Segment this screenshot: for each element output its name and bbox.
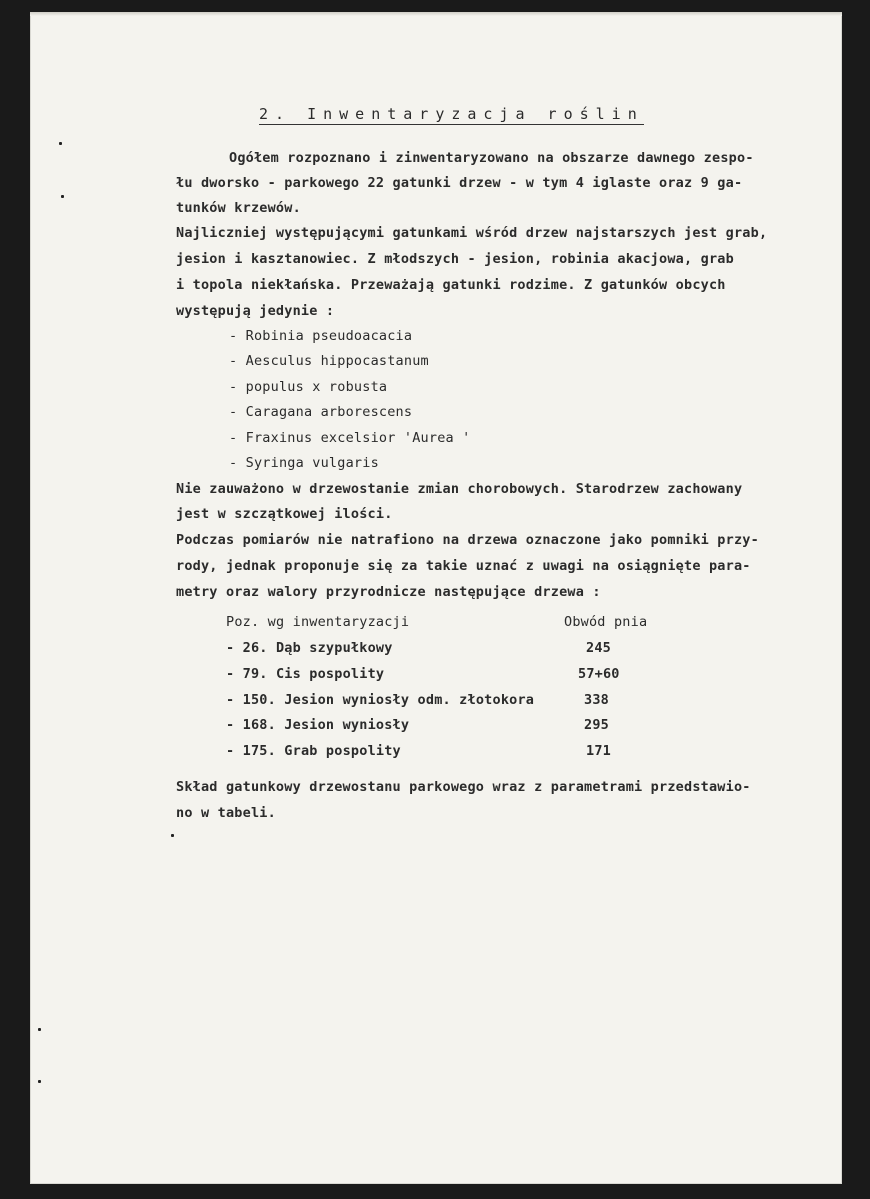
scan-speck — [171, 834, 174, 837]
table-row-girth: 338 — [584, 692, 609, 708]
paragraph1-line: łu dworsko - parkowego 22 gatunki drzew - w tym 4 iglaste oraz 9 ga- — [176, 175, 743, 191]
table-row-girth: 57+60 — [578, 666, 620, 682]
species-item: - Syringa vulgaris — [229, 455, 379, 471]
paragraph4-line: Podczas pomiarów nie natrafiono na drzewa oznaczone jako pomniki przy- — [176, 532, 759, 548]
paragraph4-line: rody, jednak proponuje się za takie uznać z uwagi na osiągnięte para- — [176, 558, 751, 574]
species-item: - Caragana arborescens — [229, 404, 413, 420]
table-row-position: - 168. Jesion wyniosły — [226, 717, 410, 733]
table-row-position: - 175. Grab pospolity — [226, 743, 401, 759]
species-item: - Robinia pseudoacacia — [229, 328, 413, 344]
paragraph1-line: tunków krzewów. — [176, 200, 301, 216]
scan-speck — [61, 195, 64, 198]
table-header-girth: Obwód pnia — [564, 614, 648, 630]
paragraph2-line: i topola niekłańska. Przeważają gatunki rodzime. Z gatunków obcych — [176, 277, 726, 293]
scan-speck — [38, 1028, 41, 1031]
paragraph1-line: Ogółem rozpoznano i zinwentaryzowano na obszarze dawnego zespo- — [229, 150, 754, 166]
species-item: - populus x robusta — [229, 379, 388, 395]
paragraph5-line: Skład gatunkowy drzewostanu parkowego wraz z parametrami przedstawio- — [176, 779, 751, 795]
section-title: 2. Inwentaryzacja roślin — [259, 105, 644, 123]
paragraph3-line: Nie zauważono w drzewostanie zmian chorobowych. Starodrzew zachowany — [176, 481, 743, 497]
table-row-girth: 245 — [586, 640, 611, 656]
table-row-position: - 79. Cis pospolity — [226, 666, 385, 682]
table-row-girth: 171 — [586, 743, 611, 759]
paragraph2-line: jesion i kasztanowiec. Z młodszych - jesion, robinia akacjowa, grab — [176, 251, 734, 267]
paragraph5-line: no w tabeli. — [176, 805, 276, 821]
paragraph2-line: Najliczniej występującymi gatunkami wśród drzew najstarszych jest grab, — [176, 225, 768, 241]
scan-edge — [30, 12, 842, 16]
table-row-position: - 150. Jesion wyniosły odm. złotokora — [226, 692, 535, 708]
table-header-position: Poz. wg inwentaryzacji — [226, 614, 410, 630]
paragraph4-line: metry oraz walory przyrodnicze następujące drzewa : — [176, 584, 601, 600]
species-item: - Aesculus hippocastanum — [229, 353, 429, 369]
scan-speck — [38, 1080, 41, 1083]
scan-speck — [59, 142, 62, 145]
paragraph3-line: jest w szczątkowej ilości. — [176, 506, 393, 522]
paragraph2-line: występują jedynie : — [176, 303, 335, 319]
species-item: - Fraxinus excelsior 'Aurea ' — [229, 430, 471, 446]
document-page — [30, 12, 842, 1184]
table-row-position: - 26. Dąb szypułkowy — [226, 640, 393, 656]
table-row-girth: 295 — [584, 717, 609, 733]
